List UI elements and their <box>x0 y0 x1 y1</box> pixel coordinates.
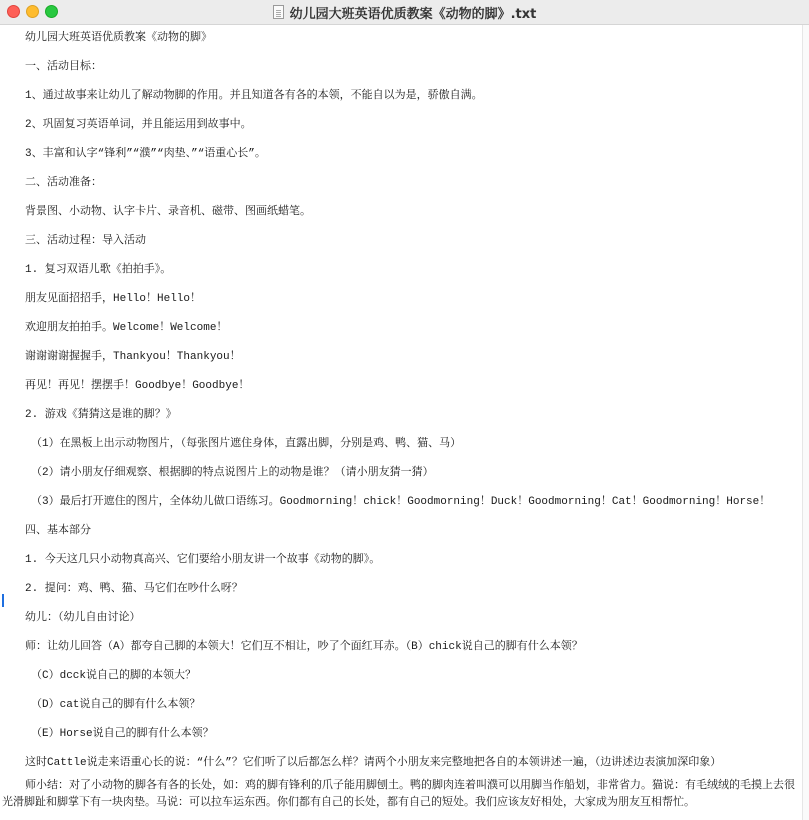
text-line: 一、活动目标： <box>25 61 102 73</box>
summary-line-2: 光滑脚趾和脚掌下有一块肉垫。马说：可以拉车运东西。你们都有自己的长处，都有自己的短处。我们应该友好相处，大家成为朋友互相帮忙。 <box>2 797 695 809</box>
text-line: （1）在黑板上出示动物图片，（每张图片遮住身体，直露出脚，分别是鸡、鸭、猫、马） <box>31 438 462 450</box>
text-line: 四、基本部分 <box>25 525 91 537</box>
summary-line-1: 师小结：对了小动物的脚各有各的长处，如：鸡的脚有锋利的爪子能用脚刨土。鸭的脚肉连着叫濮可以用脚当作船划，非常省力。猫说：有毛绒绒的毛摸上去很 <box>25 780 795 792</box>
text-caret <box>2 594 4 607</box>
text-line: 二、活动准备： <box>25 177 102 189</box>
text-line: （3）最后打开遮住的图片，全体幼儿做口语练习。Goodmorning！chick！Goodmorning！Duck！Goodmorning！Cat！Goodmorning！Horse！ <box>31 496 771 508</box>
text-line: 谢谢谢谢握握手，Thankyou！Thankyou！ <box>25 351 241 363</box>
text-line: 幼儿：（幼儿自由讨论） <box>25 612 141 624</box>
text-line: 背景图、小动物、认字卡片、录音机、磁带、图画纸蜡笔。 <box>25 206 311 218</box>
text-line: 2. 游戏《猜猜这是谁的脚？》 <box>25 409 177 421</box>
text-line: 幼儿园大班英语优质教案《动物的脚》 <box>25 32 212 44</box>
text-line: （C）dcck说自己的脚的本领大？ <box>31 670 197 682</box>
text-line: 再见！再见！摆摆手！Goodbye！Goodbye！ <box>25 380 250 392</box>
title-bar <box>0 0 809 25</box>
text-document-icon <box>273 5 284 19</box>
vertical-scrollbar[interactable] <box>802 25 809 820</box>
text-line: 3、丰富和认字“锋利”“濮”“肉垫、”“语重心长”。 <box>25 148 266 160</box>
text-line: 师：让幼儿回答（A）都夸自己脚的本领大！它们互不相让，吵了个面红耳赤。（B）chick说自己的脚有什么本领？ <box>25 641 583 653</box>
text-line: 这时Cattle说走来语重心长的说：“什么”？它们听了以后都怎么样？请两个小朋友来完整地把各自的本领讲述一遍，（边讲述边表演加深印象） <box>25 757 722 769</box>
text-line: 2、巩固复习英语单词，并且能运用到故事中。 <box>25 119 252 131</box>
text-line: 1. 今天这几只小动物真高兴、它们要给小朋友讲一个故事《动物的脚》。 <box>25 554 381 566</box>
summary-paragraph <box>2 778 795 812</box>
text-line: 朋友见面招招手，Hello！Hello！ <box>25 293 202 305</box>
window-title-group <box>0 0 809 24</box>
text-line: 2. 提问：鸡、鸭、猫、马它们在吵什么呀？ <box>25 583 243 595</box>
window-title: 幼儿园大班英语优质教案《动物的脚》.txt <box>289 6 537 22</box>
text-editor-area[interactable] <box>0 25 803 820</box>
text-line: 欢迎朋友拍拍手。Welcome！Welcome！ <box>25 322 228 334</box>
text-line: （D）cat说自己的脚有什么本领？ <box>31 699 201 711</box>
text-line: （E）Horse说自己的脚有什么本领？ <box>31 728 214 740</box>
text-line: （2）请小朋友仔细观察、根据脚的特点说图片上的动物是谁？（请小朋友猜一猜） <box>31 467 434 479</box>
text-line: 1. 复习双语儿歌《拍拍手》。 <box>25 264 172 276</box>
text-line: 1、通过故事来让幼儿了解动物脚的作用。并且知道各有各的本领，不能自以为是，骄傲自满。 <box>25 90 483 102</box>
text-line: 三、活动过程：导入活动 <box>25 235 146 247</box>
